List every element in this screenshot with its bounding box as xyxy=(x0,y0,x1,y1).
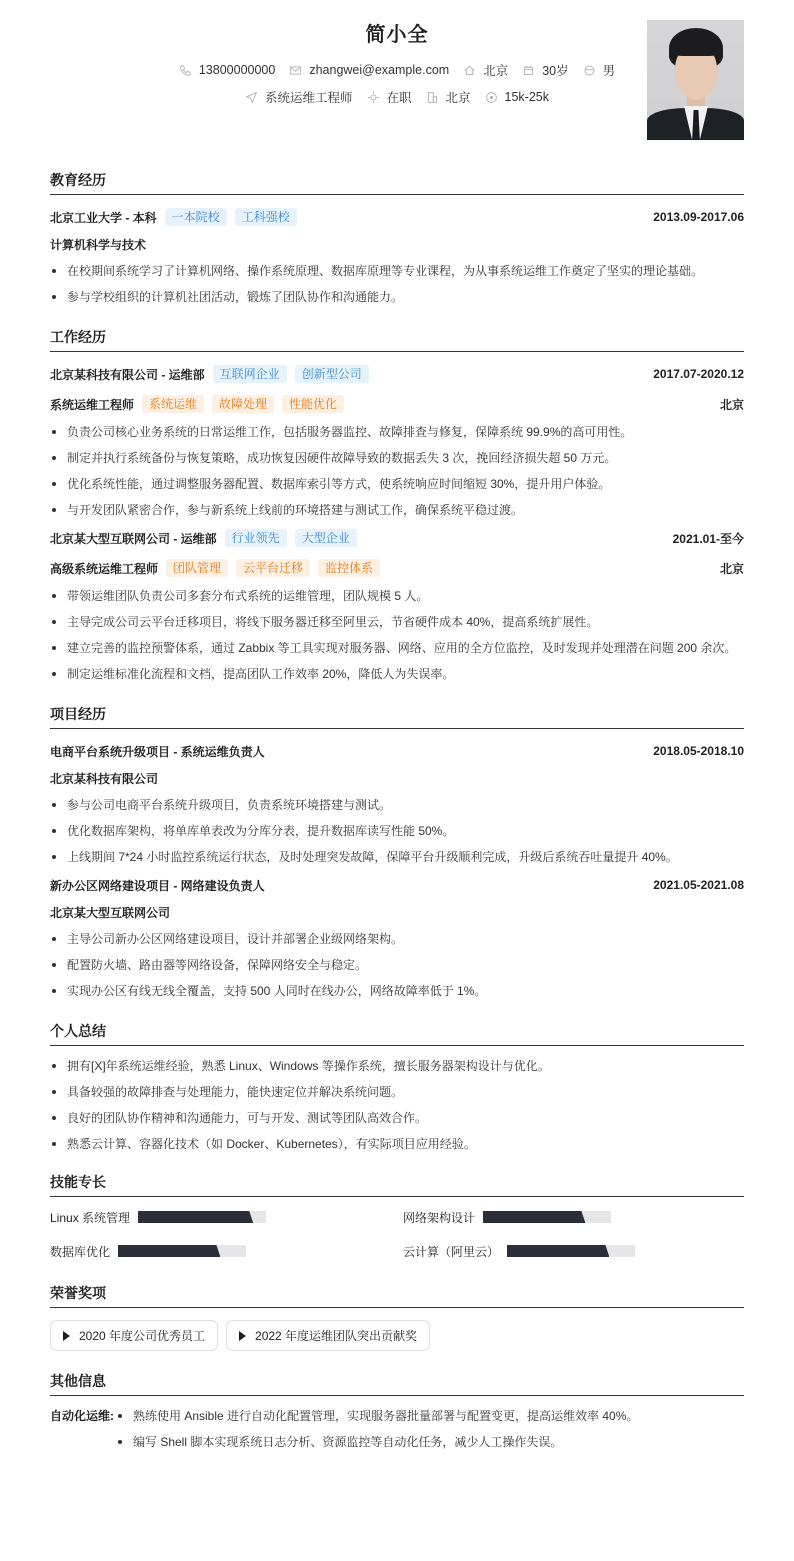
skill-item: Linux 系统管理 xyxy=(50,1209,403,1225)
job-salary: 15k-25k xyxy=(485,90,549,104)
profile-photo xyxy=(647,20,744,140)
education-date: 2013.09-2017.06 xyxy=(653,210,744,224)
list-item: 优化数据库架构，将单库单表改为分库分表，提升数据库读写性能 50%。 xyxy=(50,823,744,839)
school-name: 北京工业大学 - 本科 xyxy=(50,210,157,225)
company-tag: 创新型公司 xyxy=(295,365,369,383)
company-tag: 互联网企业 xyxy=(213,365,287,383)
triangle-right-icon xyxy=(63,1331,70,1341)
summary-section xyxy=(50,1021,744,1152)
work-location: 北京 xyxy=(719,561,744,576)
job-intention: 系统运维工程师 xyxy=(245,88,353,106)
honor-item[interactable]: 2020 年度公司优秀员工 xyxy=(50,1320,218,1351)
school-tag: 一本院校 xyxy=(165,208,227,226)
list-item: 熟悉云计算、容器化技术（如 Docker、Kubernetes），有实际项目应用经验。 xyxy=(50,1136,744,1152)
send-icon xyxy=(245,91,258,104)
contact-phone: 13800000000 xyxy=(179,63,275,77)
school-tag: 工科强校 xyxy=(235,208,297,226)
role-tag: 系统运维 xyxy=(142,395,204,413)
contact-row-2 xyxy=(50,88,744,106)
list-item: 编写 Shell 脚本实现系统日志分析、资源监控等自动化任务，减少人工操作失误。 xyxy=(116,1434,744,1450)
list-item: 实现办公区有线无线全覆盖，支持 500 人同时在线办公，网络故障率低于 1%。 xyxy=(50,983,744,999)
section-title: 教育经历 xyxy=(50,170,744,195)
skill-bar xyxy=(118,1245,246,1257)
contact-location: 北京 xyxy=(463,61,508,79)
mail-icon xyxy=(289,64,302,77)
list-item: 主导完成公司云平台迁移项目，将线下服务器迁移至阿里云，节省硬件成本 40%，提高系统扩展性。 xyxy=(50,614,744,630)
role-name: 高级系统运维工程师 xyxy=(50,561,159,576)
other-section xyxy=(50,1371,744,1460)
building-icon xyxy=(426,91,439,104)
list-item: 与开发团队紧密合作，参与新系统上线前的环境搭建与测试工作，确保系统平稳过渡。 xyxy=(50,502,744,518)
list-item: 制定并执行系统备份与恢复策略，成功恢复因硬件故障导致的数据丢失 3 次，挽回经济损失超 50 万元。 xyxy=(50,450,744,466)
company-name: 北京某大型互联网公司 - 运维部 xyxy=(50,531,217,546)
project-name: 电商平台系统升级项目 - 系统运维负责人 xyxy=(50,744,265,759)
contact-email: zhangwei@example.com xyxy=(289,63,449,77)
projects-section xyxy=(50,704,744,999)
role-tag: 团队管理 xyxy=(166,559,228,577)
work-entry xyxy=(50,364,744,518)
role-tag: 云平台迁移 xyxy=(236,559,310,577)
project-date: 2021.05-2021.08 xyxy=(653,878,744,892)
contact-row-1 xyxy=(50,61,744,79)
section-title: 荣誉奖项 xyxy=(50,1283,744,1308)
project-entry xyxy=(50,741,744,865)
list-item: 制定运维标准化流程和文档，提高团队工作效率 20%，降低人为失误率。 xyxy=(50,666,744,682)
list-item: 在校期间系统学习了计算机网络、操作系统原理、数据库原理等专业课程，为从事系统运维工作奠定了坚实的理论基础。 xyxy=(50,263,744,279)
role-tag: 故障处理 xyxy=(212,395,274,413)
project-company: 北京某科技有限公司 xyxy=(50,772,159,786)
list-item: 参与公司电商平台系统升级项目，负责系统环境搭建与测试。 xyxy=(50,797,744,813)
gender-icon xyxy=(583,64,596,77)
list-item: 配置防火墙、路由器等网络设备，保障网络安全与稳定。 xyxy=(50,957,744,973)
section-title: 项目经历 xyxy=(50,704,744,729)
skill-item: 云计算（阿里云） xyxy=(403,1243,744,1259)
company-tag: 行业领先 xyxy=(225,529,287,547)
role-name: 系统运维工程师 xyxy=(50,397,135,412)
skill-bar xyxy=(138,1211,266,1223)
section-title: 个人总结 xyxy=(50,1021,744,1046)
list-item: 带领运维团队负责公司多套分布式系统的运维管理，团队规模 5 人。 xyxy=(50,588,744,604)
skill-item: 数据库优化 xyxy=(50,1243,403,1259)
section-title: 工作经历 xyxy=(50,327,744,352)
skills-section xyxy=(50,1172,744,1259)
phone-icon xyxy=(179,64,192,77)
work-location: 北京 xyxy=(719,397,744,412)
other-label: 自动化运维: xyxy=(50,1409,114,1423)
section-title: 其他信息 xyxy=(50,1371,744,1396)
education-section xyxy=(50,170,744,305)
triangle-right-icon xyxy=(239,1331,246,1341)
work-date: 2021.01-至今 xyxy=(672,531,744,546)
calendar-icon xyxy=(522,64,535,77)
home-icon xyxy=(463,64,476,77)
project-entry xyxy=(50,875,744,999)
project-name: 新办公区网络建设项目 - 网络建设负责人 xyxy=(50,878,265,893)
list-item: 良好的团队协作精神和沟通能力，可与开发、测试等团队高效合作。 xyxy=(50,1110,744,1126)
role-tag: 性能优化 xyxy=(282,395,344,413)
list-item: 上线期间 7*24 小时监控系统运行状态，及时处理突发故障，保障平台升级顺利完成，升级后系统吞吐量提升 40%。 xyxy=(50,849,744,865)
project-company: 北京某大型互联网公司 xyxy=(50,906,171,920)
list-item: 参与学校组织的计算机社团活动，锻炼了团队协作和沟通能力。 xyxy=(50,289,744,305)
skill-bar xyxy=(507,1245,635,1257)
list-item: 熟练使用 Ansible 进行自动化配置管理，实现服务器批量部署与配置变更，提高运维效率 40%。 xyxy=(116,1408,744,1424)
list-item: 负责公司核心业务系统的日常运维工作，包括服务器监控、故障排查与修复，保障系统 99.9%的高可用性。 xyxy=(50,424,744,440)
work-section xyxy=(50,327,744,682)
resume-header xyxy=(50,0,744,150)
project-date: 2018.05-2018.10 xyxy=(653,744,744,758)
status-icon xyxy=(367,91,380,104)
work-date: 2017.07-2020.12 xyxy=(653,367,744,381)
salary-icon xyxy=(485,91,498,104)
honors-section xyxy=(50,1283,744,1351)
skill-bar xyxy=(483,1211,611,1223)
skill-item: 网络架构设计 xyxy=(403,1209,744,1225)
job-status: 在职 xyxy=(367,88,412,106)
job-city: 北京 xyxy=(426,88,471,106)
list-item: 拥有[X]年系统运维经验，熟悉 Linux、Windows 等操作系统，擅长服务器架构设计与优化。 xyxy=(50,1058,744,1074)
company-tag: 大型企业 xyxy=(295,529,357,547)
company-name: 北京某科技有限公司 - 运维部 xyxy=(50,367,205,382)
contact-age: 30岁 xyxy=(522,61,568,79)
honor-item[interactable]: 2022 年度运维团队突出贡献奖 xyxy=(226,1320,430,1351)
list-item: 优化系统性能，通过调整服务器配置、数据库索引等方式，使系统响应时间缩短 30%，提升用户体验。 xyxy=(50,476,744,492)
role-tag: 监控体系 xyxy=(318,559,380,577)
list-item: 具备较强的故障排查与处理能力，能快速定位并解决系统问题。 xyxy=(50,1084,744,1100)
major: 计算机科学与技术 xyxy=(50,238,147,252)
work-entry xyxy=(50,528,744,682)
list-item: 主导公司新办公区网络建设项目，设计并部署企业级网络架构。 xyxy=(50,931,744,947)
education-entry xyxy=(50,207,744,305)
contact-gender: 男 xyxy=(583,61,616,79)
candidate-name: 简小全 xyxy=(365,24,429,46)
section-title: 技能专长 xyxy=(50,1172,744,1197)
list-item: 建立完善的监控预警体系，通过 Zabbix 等工具实现对服务器、网络、应用的全方位监控，及时发现并处理潜在问题 200 余次。 xyxy=(50,640,744,656)
